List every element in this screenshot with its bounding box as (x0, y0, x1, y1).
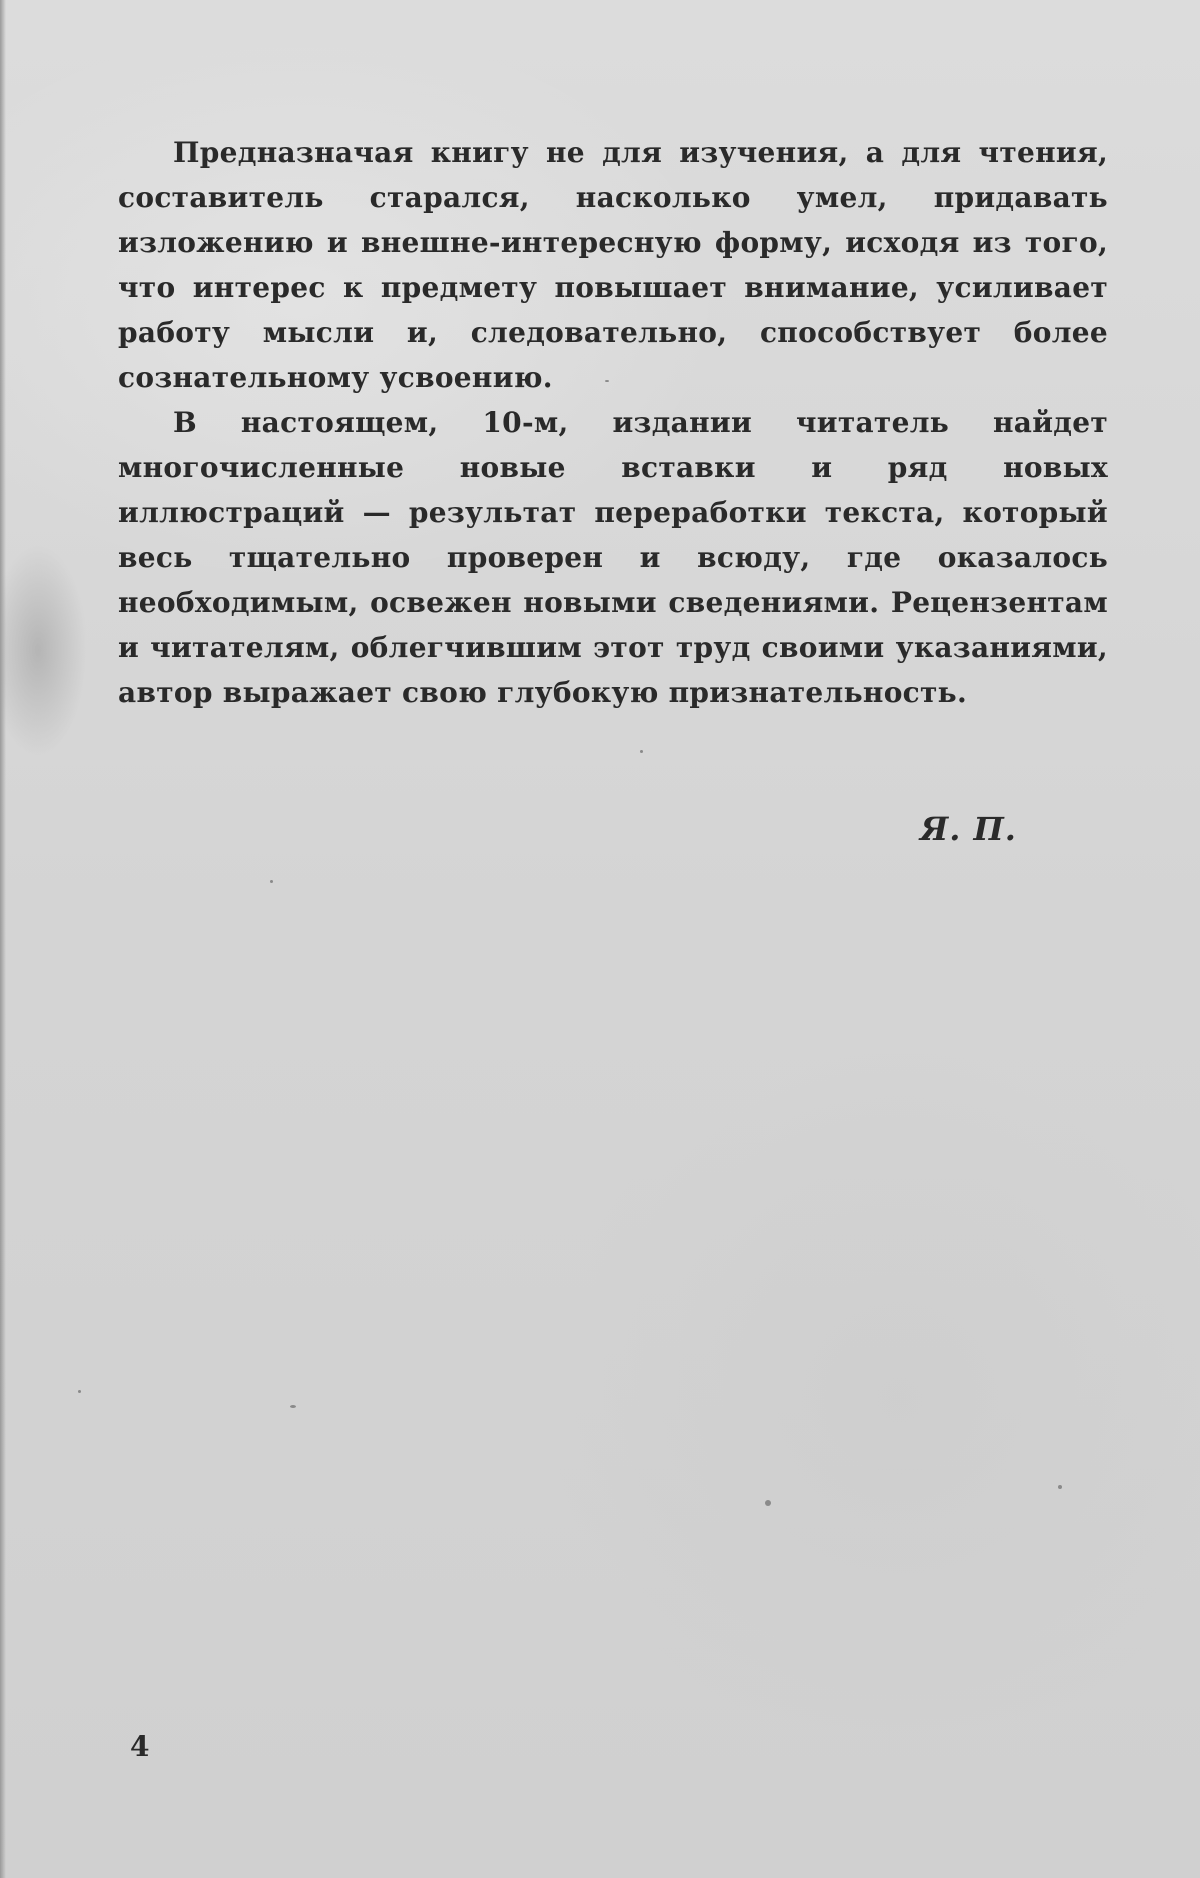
paper-speck (765, 1500, 771, 1506)
paper-speck (290, 1405, 296, 1408)
paper-speck (78, 1390, 81, 1393)
paragraph-edition: В настоящем, 10-м, издании читатель найдет многочисленные новые вставки и ряд новых иллюстраций — результат переработки текста, который весь тщательно проверен и всюду, где оказалось необходимым, освежен новыми сведениями. Рецензентам и читателям, облегчившим этот труд своими указаниями, автор выражает свою глубокую признательность. (118, 406, 1108, 709)
paper-speck (640, 750, 643, 753)
paper-speck (1058, 1485, 1062, 1489)
page-edge-shadow (0, 0, 6, 1878)
paper-speck (270, 880, 273, 883)
page-number: 4 (130, 1730, 150, 1763)
author-initials: Я. П. (920, 810, 1017, 848)
preface-text (118, 130, 1108, 715)
paragraph-purpose: Предназначая книгу не для изучения, а для чтения, составитель старался, насколько умел, придавать изложению и внешне-интересную форму, исходя из того, что интерес к предмету повышает внимание, усиливает работу мысли и, следовательно, способствует более сознательному усвоению. (118, 136, 1108, 394)
